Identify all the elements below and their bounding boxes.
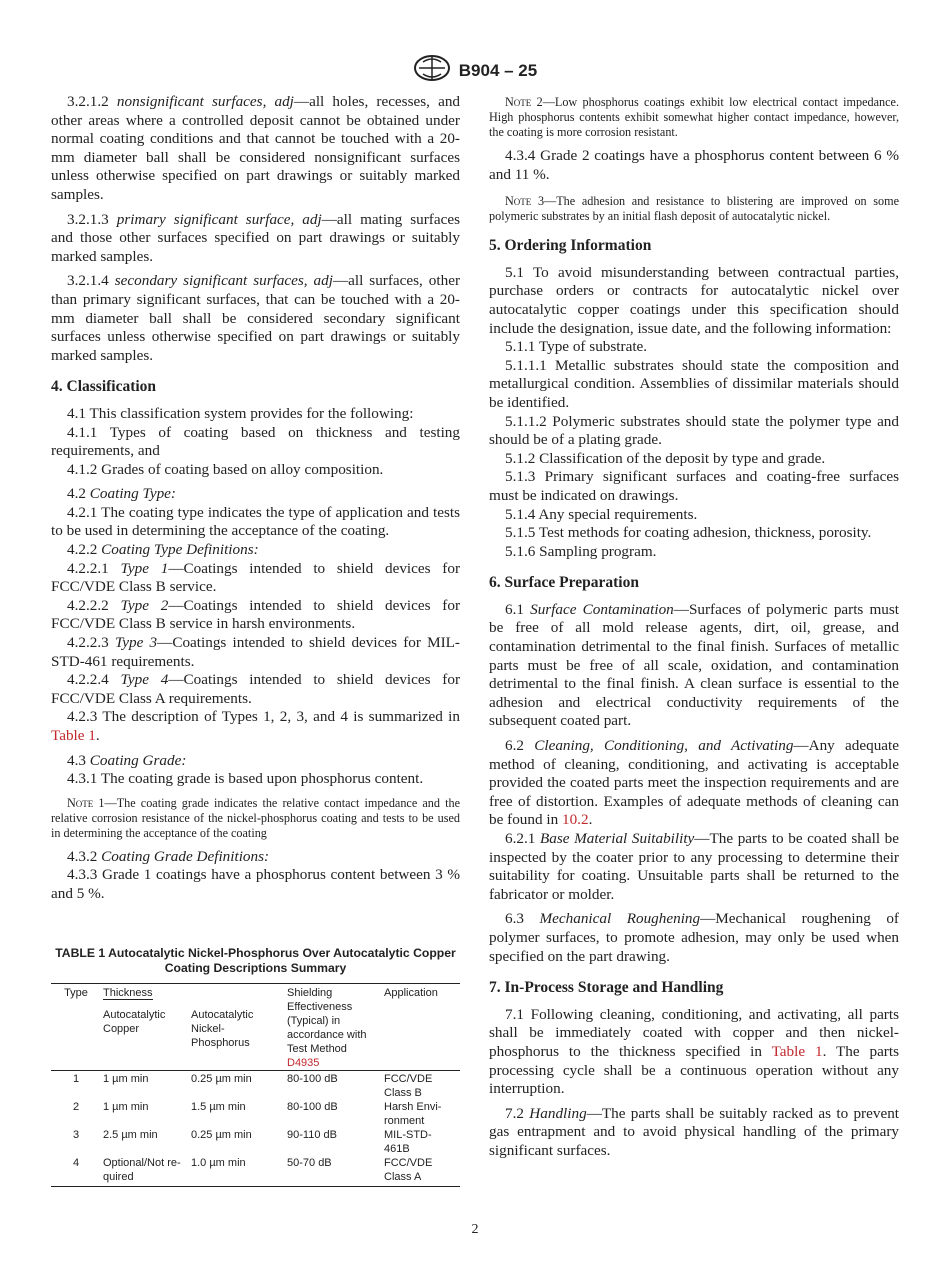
table-1-link[interactable]: Table 1 xyxy=(51,727,96,744)
para-4-3-3: 4.3.3 Grade 1 coatings have a phosphorus content between 3 % and 5 %. xyxy=(51,866,460,902)
para-4-2-2-3: 4.2.2.3 Type 3—Coatings intended to shield devices for MIL-STD-461 requirements. xyxy=(51,634,460,670)
para-6-2: 6.2 Cleaning, Conditioning, and Activating—Any adequate method of cleaning, conditioning, and activating is acceptable provided the coated parts meet the inspection requirements and are free of distortion. Examples of adequate methods of cleaning can be found in 10.2. xyxy=(489,737,899,829)
table-header-row xyxy=(51,984,460,1008)
para-4-3-1: 4.3.1 The coating grade is based upon phosphorus content. xyxy=(67,770,424,788)
table-row: 4 Optional/Not re- quired 1.0 µm min 50-70 dB FCC/VDE Class A xyxy=(51,1156,460,1187)
para-4-2-2-2: 4.2.2.2 Type 2—Coatings intended to shield devices for FCC/VDE Class B service in harsh environments. xyxy=(51,596,460,633)
para-5-1-1-2: 5.1.1.2 Polymeric substrates should state the polymer type and should be of a plating grade. xyxy=(489,412,899,449)
table-subheader-row xyxy=(51,1008,460,1071)
table-1-caption: TABLE 1 Autocatalytic Nickel-Phosphorus Over Autocatalytic Copper Coating Descriptions Summary xyxy=(55,946,456,975)
para-5-1-1-1: 5.1.1.1 Metallic substrates should state the composition and metallurgical condition. Assemblies of dissimilar materials should be identified. xyxy=(489,356,899,411)
para-3-2-1-4: 3.2.1.4 secondary significant surfaces, adj—all surfaces, other than primary significant surfaces, that can be touched with a 20-mm diameter ball shall be considered secondary significant surfaces unless otherwise specified on part drawings or suitably marked samples. xyxy=(51,272,461,364)
para-5-1: 5.1 To avoid misunderstanding between contractual parties, purchase orders or contracts for autocatalytic nickel over autocatalytic copper coatings under this specification should include the designation, issue date, and the following information: xyxy=(489,263,899,337)
note-2: Note 2—Low phosphorus coatings exhibit low electrical contact impedance. High phosphorus contents exhibit somewhat higher contact impedance, however, the coating is more corrosion resistant. xyxy=(489,95,899,139)
table-row: 1 1 µm min 0.25 µm min 80-100 dB FCC/VDE Class B xyxy=(51,1071,460,1101)
table-row: 2 1 µm min 1.5 µm min 80-100 dB Harsh Envi- ronment xyxy=(72,1101,442,1127)
right-column xyxy=(489,93,899,1161)
page-header xyxy=(0,54,950,87)
para-5-1-1: 5.1.1 Type of substrate. xyxy=(505,338,648,356)
para-5-1-3: 5.1.3 Primary significant surfaces and coating-free surfaces must be indicated on drawings. xyxy=(489,468,899,504)
para-6-3: 6.3 Mechanical Roughening—Mechanical roughening of polymer surfaces, to promote adhesion, may only be used when specified on the part drawing. xyxy=(489,910,899,965)
para-5-1-2: 5.1.2 Classification of the deposit by type and grade. xyxy=(505,449,826,467)
para-5-1-5: 5.1.5 Test methods for coating adhesion, thickness, porosity. xyxy=(505,524,872,542)
note-1: Note 1—The coating grade indicates the relative contact impedance and the relative corrosion resistance of the nickel-phosphorus coating and tests to be used in determining the acceptance of the coating xyxy=(51,795,461,840)
para-4-2-2: 4.2.2 Coating Type Definitions: xyxy=(67,541,259,559)
header-thickness: Thickness xyxy=(103,987,153,999)
table-1 xyxy=(51,983,460,1187)
para-3-2-1-2: 3.2.1.2 nonsignificant surfaces, adj—all holes, recesses, and other areas where a controlled deposit cannot be obtained under normal coating conditions and that cannot be touched with a 20-mm diameter ball shall be considered nonsignificant surfaces unless otherwise specified on part drawings or suitably marked samples. xyxy=(51,93,461,203)
header-shielding: Shielding Effectiveness (Typical) in accordance with Test Method D4935 xyxy=(285,984,382,1071)
table-row: 3 2.5 µm min 0.25 µm min 90-110 dB MIL-STD- 461B xyxy=(72,1129,432,1155)
section-heading-classification: 4. Classification xyxy=(51,378,157,396)
para-4-2-2-1: 4.2.2.1 Type 1—Coatings intended to shield devices for FCC/VDE Class B service. xyxy=(51,559,460,596)
para-5-1-4: 5.1.4 Any special requirements. xyxy=(505,505,698,523)
para-4-1-1: 4.1.1 Types of coating based on thickness and testing requirements, and xyxy=(51,423,460,460)
page-number: 2 xyxy=(471,1222,479,1237)
para-4-3-2: 4.3.2 Coating Grade Definitions: xyxy=(67,847,270,865)
section-heading-storage-handling: 7. In-Process Storage and Handling xyxy=(489,979,724,997)
header-copper: Autocatalytic Copper xyxy=(103,1008,166,1035)
para-7-2: 7.2 Handling—The parts shall be suitably racked as to prevent gas entrapment and to avoid physical handling of the primary significant surfaces. xyxy=(489,1104,900,1159)
header-nip: Autocatalytic Nickel-Phosphorus xyxy=(191,1008,254,1049)
section-heading-ordering: 5. Ordering Information xyxy=(489,237,652,255)
left-column xyxy=(51,93,460,904)
para-4-2: 4.2 Coating Type: xyxy=(67,485,176,503)
section-heading-surface-preparation: 6. Surface Preparation xyxy=(489,574,639,592)
d4935-link[interactable]: D4935 xyxy=(287,1057,320,1069)
standard-designation: B904 – 25 xyxy=(458,60,538,80)
header-application: Application xyxy=(382,984,460,1008)
para-4-1: 4.1 This classification system provides for the following: xyxy=(67,404,414,422)
para-4-2-3: 4.2.3 The description of Types 1, 2, 3, and 4 is summarized in Table 1. xyxy=(51,708,460,744)
para-4-2-2-4: 4.2.2.4 Type 4—Coatings intended to shield devices for FCC/VDE Class A requirements. xyxy=(51,671,460,707)
para-6-2-1: 6.2.1 Base Material Suitability—The parts to be coated shall be inspected by the coater prior to any processing to determine their suitability for coating. Unsuitable parts shall be returned to the fabricator or molder. xyxy=(489,830,900,903)
section-10-2-link[interactable]: 10.2 xyxy=(561,811,589,829)
para-3-2-1-3: 3.2.1.3 primary significant surface, adj—all mating surfaces and those other surfaces specified on part drawings or suitably marked samples. xyxy=(51,210,460,265)
note-3: Note 3—The adhesion and resistance to blistering are improved on some polymeric substrates by an initial flash deposit of autocatalytic nickel. xyxy=(489,194,900,224)
astm-logo-icon xyxy=(413,54,451,87)
para-6-1: 6.1 Surface Contamination—Surfaces of polymeric parts must be free of all mold release agents, dirt, oil, grease, and contamination detrimental to the final finish. Surfaces of metallic parts must be free of all scale, oxidation, and contamination detrimental to the final finish. A clean surface is essential to the adhesion and electrical conductivity requirements of the subsequent coated part. xyxy=(489,600,900,730)
table-1-link[interactable]: Table 1 xyxy=(771,1042,823,1060)
para-4-3: 4.3 Coating Grade: xyxy=(67,751,187,769)
para-4-2-1: 4.2.1 The coating type indicates the type of application and tests to be used in determining the acceptance of the coating. xyxy=(51,503,460,540)
header-type: Type xyxy=(51,984,101,1008)
para-4-3-4: 4.3.4 Grade 2 coatings have a phosphorus content between 6 % and 11 %. xyxy=(489,147,899,183)
para-4-1-2: 4.1.2 Grades of coating based on alloy composition. xyxy=(67,460,384,478)
para-5-1-6: 5.1.6 Sampling program. xyxy=(505,542,657,560)
para-7-1: 7.1 Following cleaning, conditioning, and activating, all parts shall be immediately coated with copper and then nickel-phosphorus to the thickness specified in Table 1. The parts processing cycle shall be a continuous operation without any interruption. xyxy=(489,1005,899,1098)
